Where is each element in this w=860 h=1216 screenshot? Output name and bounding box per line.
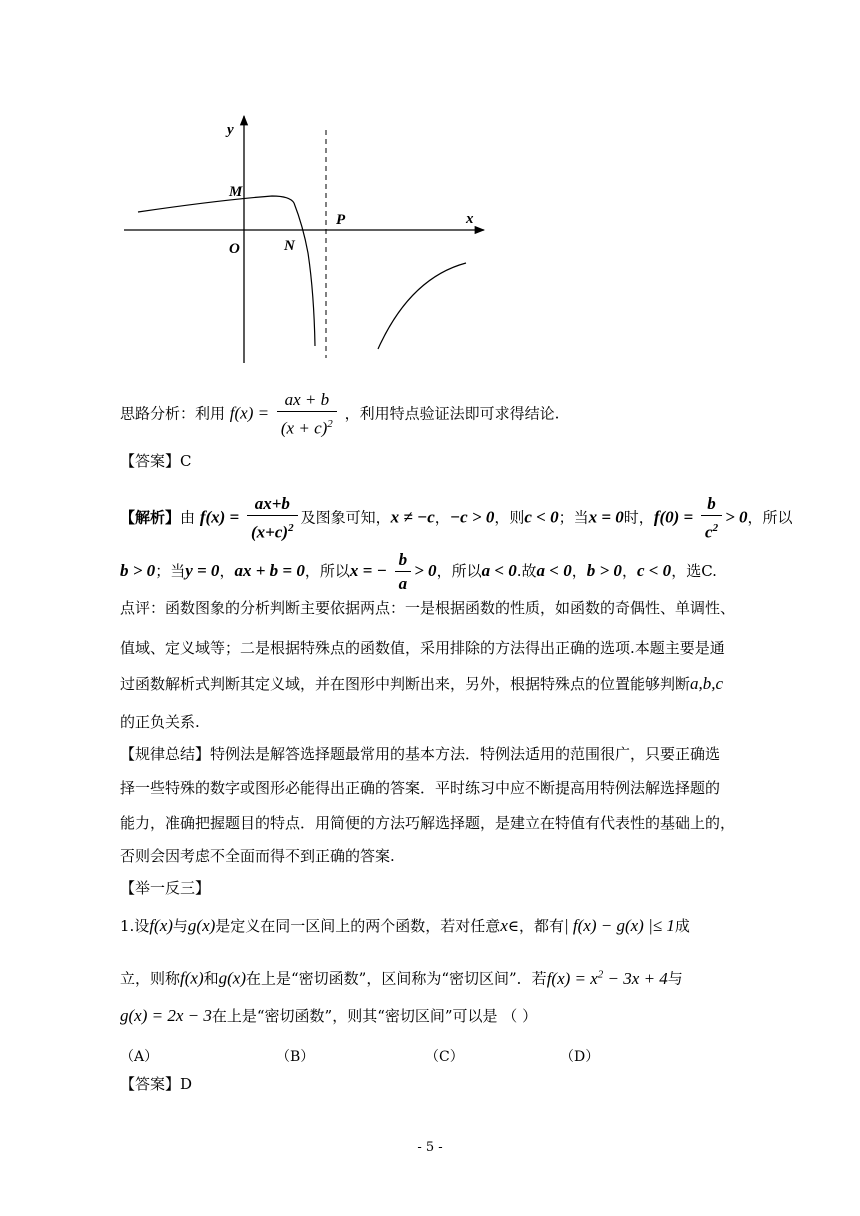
solution-text: ， — [219, 562, 235, 580]
analysis-frac-den-base: (x + c) — [280, 418, 328, 438]
analysis-intro: 思路分析：利用 — [120, 404, 226, 423]
solution-text: f(x) = — [199, 507, 240, 527]
solution-frac2-den-base: c — [705, 522, 713, 542]
solution-math: a < 0 — [536, 561, 572, 580]
solution-text: .故 — [516, 562, 537, 580]
analysis-fraction — [277, 390, 337, 439]
problem-math: x — [500, 916, 508, 935]
solution-line-1 — [120, 494, 793, 543]
answer-value-1: C — [180, 452, 192, 470]
solution-frac3-den: a — [398, 574, 408, 593]
analysis-frac-den-exp: 2 — [327, 418, 333, 430]
problem-math: g(x) — [218, 968, 246, 988]
comment-line-3-text: 过函数解析式判断其定义域，并在图形中判断出来，另外，根据特殊点的位置能够判断 — [120, 675, 691, 693]
analysis-tail: ，利用特点验证法即可求得结论. — [344, 404, 560, 423]
solution-fraction — [247, 494, 298, 543]
answer-value-2: D — [180, 1075, 193, 1093]
comment-line-2: 值域、定义域等；二是根据特殊点的函数值，采用排除的方法得出正确的选项.本题主要是通 — [120, 639, 725, 657]
solution-text: ，所以 — [747, 508, 793, 527]
analysis-frac-den — [277, 412, 337, 439]
point-O-label: O — [229, 241, 240, 257]
solution-frac-den — [247, 516, 298, 543]
summary-text-1: 特例法是解答选择题最常用的基本方法．特例法适用的范围很广，只要正确选 — [210, 745, 721, 763]
practice-heading: 【举一反三】 — [120, 879, 211, 897]
solution-math: f(0) = — [653, 507, 694, 527]
problem-text: 在上是“密切函数”，区间称为“密切区间”．若 — [246, 969, 547, 988]
problem-text: ∈，都有 — [507, 917, 564, 935]
y-axis-label: y — [227, 122, 234, 138]
summary-line-1 — [120, 744, 720, 764]
problem-text: 与 — [172, 917, 188, 935]
answer-line-2 — [120, 1074, 192, 1094]
solution-fraction-2 — [701, 494, 722, 543]
solution-text: 由 — [180, 508, 196, 527]
solution-text: ， — [571, 562, 587, 580]
solution-frac-den-exp: 2 — [288, 522, 294, 534]
solution-text: ，选 — [671, 562, 702, 580]
solution-text: ；当 — [155, 562, 186, 580]
page-number: - 5 - — [417, 1140, 443, 1155]
solution-math: c < 0 — [636, 561, 672, 580]
solution-text: ， — [621, 562, 637, 580]
function-graph — [110, 108, 490, 370]
option-d: （D） — [560, 1049, 600, 1065]
problem-line-2 — [120, 964, 683, 989]
comment-line-4: 的正负关系. — [120, 713, 200, 731]
problem-text: 和 — [203, 969, 219, 988]
answer-label-1: 【答案】 — [120, 452, 181, 470]
problem-math: g(x) — [187, 916, 216, 935]
solution-math: b > 0 — [120, 561, 156, 580]
summary-line-3: 能力，准确把握题目的特点．用简便的方法巧解选择题，是建立在特值有代表性的基础上的， — [120, 814, 736, 832]
analysis-line — [120, 390, 559, 439]
solution-text: 时， — [623, 508, 654, 527]
solution-math: c < 0 — [524, 507, 559, 527]
solution-math: −c > 0 — [449, 507, 495, 527]
solution-math: > 0 — [725, 507, 748, 527]
summary-line-4: 否则会因考虑不全面而得不到正确的答案. — [120, 847, 395, 865]
solution-fraction-3 — [395, 550, 412, 594]
analysis-frac-num: ax + b — [277, 390, 337, 412]
problem-text: 成 — [674, 917, 690, 935]
comment-line-3 — [120, 674, 723, 694]
solution-frac-den-base: (x+c) — [251, 522, 289, 542]
solution-label: 【解析】 — [120, 508, 181, 527]
answer-label-2: 【答案】 — [120, 1075, 181, 1093]
problem-math-exp: 2 — [597, 968, 604, 980]
solution-line-2 — [120, 550, 717, 594]
right-branch-curve — [378, 263, 466, 349]
problem-math: | f(x) − g(x) |≤ 1 — [563, 916, 675, 935]
problem-text: 在上是“密切函数”，则其“密切区间”可以是 （ ） — [211, 1007, 538, 1025]
solution-text: ；当 — [558, 508, 589, 527]
problem-math-part: f(x) = x — [546, 968, 598, 988]
solution-math: > 0 — [414, 561, 437, 580]
solution-frac3-num: b — [395, 550, 412, 572]
solution-text: 及图象可知， — [300, 508, 391, 527]
problem-math: f(x) — [149, 916, 173, 935]
answer-line-1 — [120, 451, 192, 471]
solution-math: a < 0 — [481, 561, 517, 580]
summary-line-2: 择一些特殊的数字或图形必能得出正确的答案．平时练习中应不断提高用特例法解选择题的 — [120, 779, 721, 797]
solution-text: ，所以 — [436, 562, 482, 580]
left-branch-curve — [138, 196, 315, 346]
analysis-f-lhs: f(x) = — [229, 403, 270, 423]
solution-math: y = 0 — [185, 561, 220, 580]
problem-text: 1.设 — [120, 917, 150, 935]
option-b: （B） — [276, 1049, 315, 1065]
problem-math — [547, 969, 668, 988]
solution-frac2-den — [701, 516, 722, 543]
point-P-label: P — [336, 212, 346, 228]
problem-text: 与 — [667, 969, 683, 988]
problem-line-3 — [120, 1006, 537, 1026]
problem-text: 是定义在同一区间上的两个函数，若对任意 — [215, 917, 501, 935]
solution-text: ， — [434, 508, 450, 527]
solution-math: x = 0 — [588, 507, 624, 527]
solution-choice: C. — [701, 562, 717, 580]
comment-line-1: 点评：函数图象的分析判断主要依据两点：一是根据函数的性质，如函数的奇偶性、单调性、 — [120, 599, 736, 617]
solution-math: ax + b = 0 — [234, 561, 305, 580]
comment-line-3-math: a,b,c — [690, 674, 724, 693]
problem-math: g(x) = 2x − 3 — [120, 1006, 212, 1025]
summary-label: 【规律总结】 — [120, 745, 211, 763]
problem-math-part: − 3x + 4 — [603, 968, 668, 988]
option-c: （C） — [425, 1049, 464, 1065]
solution-math: x = − — [349, 561, 387, 580]
solution-frac2-den-exp: 2 — [712, 522, 719, 534]
solution-math: b > 0 — [586, 561, 622, 580]
option-a: （A） — [120, 1049, 159, 1065]
solution-text: ，所以 — [304, 562, 350, 580]
solution-frac-num: ax+b — [247, 494, 298, 516]
point-N-label: N — [284, 238, 295, 254]
solution-math: x ≠ −c — [390, 507, 435, 527]
problem-text: 立，则称 — [120, 969, 181, 988]
problem-math: f(x) — [180, 968, 204, 988]
solution-frac2-num: b — [701, 494, 722, 516]
solution-text: ，则 — [494, 508, 525, 527]
x-axis-label: x — [466, 211, 474, 227]
problem-line-1 — [120, 916, 690, 936]
point-M-label: M — [229, 184, 243, 200]
